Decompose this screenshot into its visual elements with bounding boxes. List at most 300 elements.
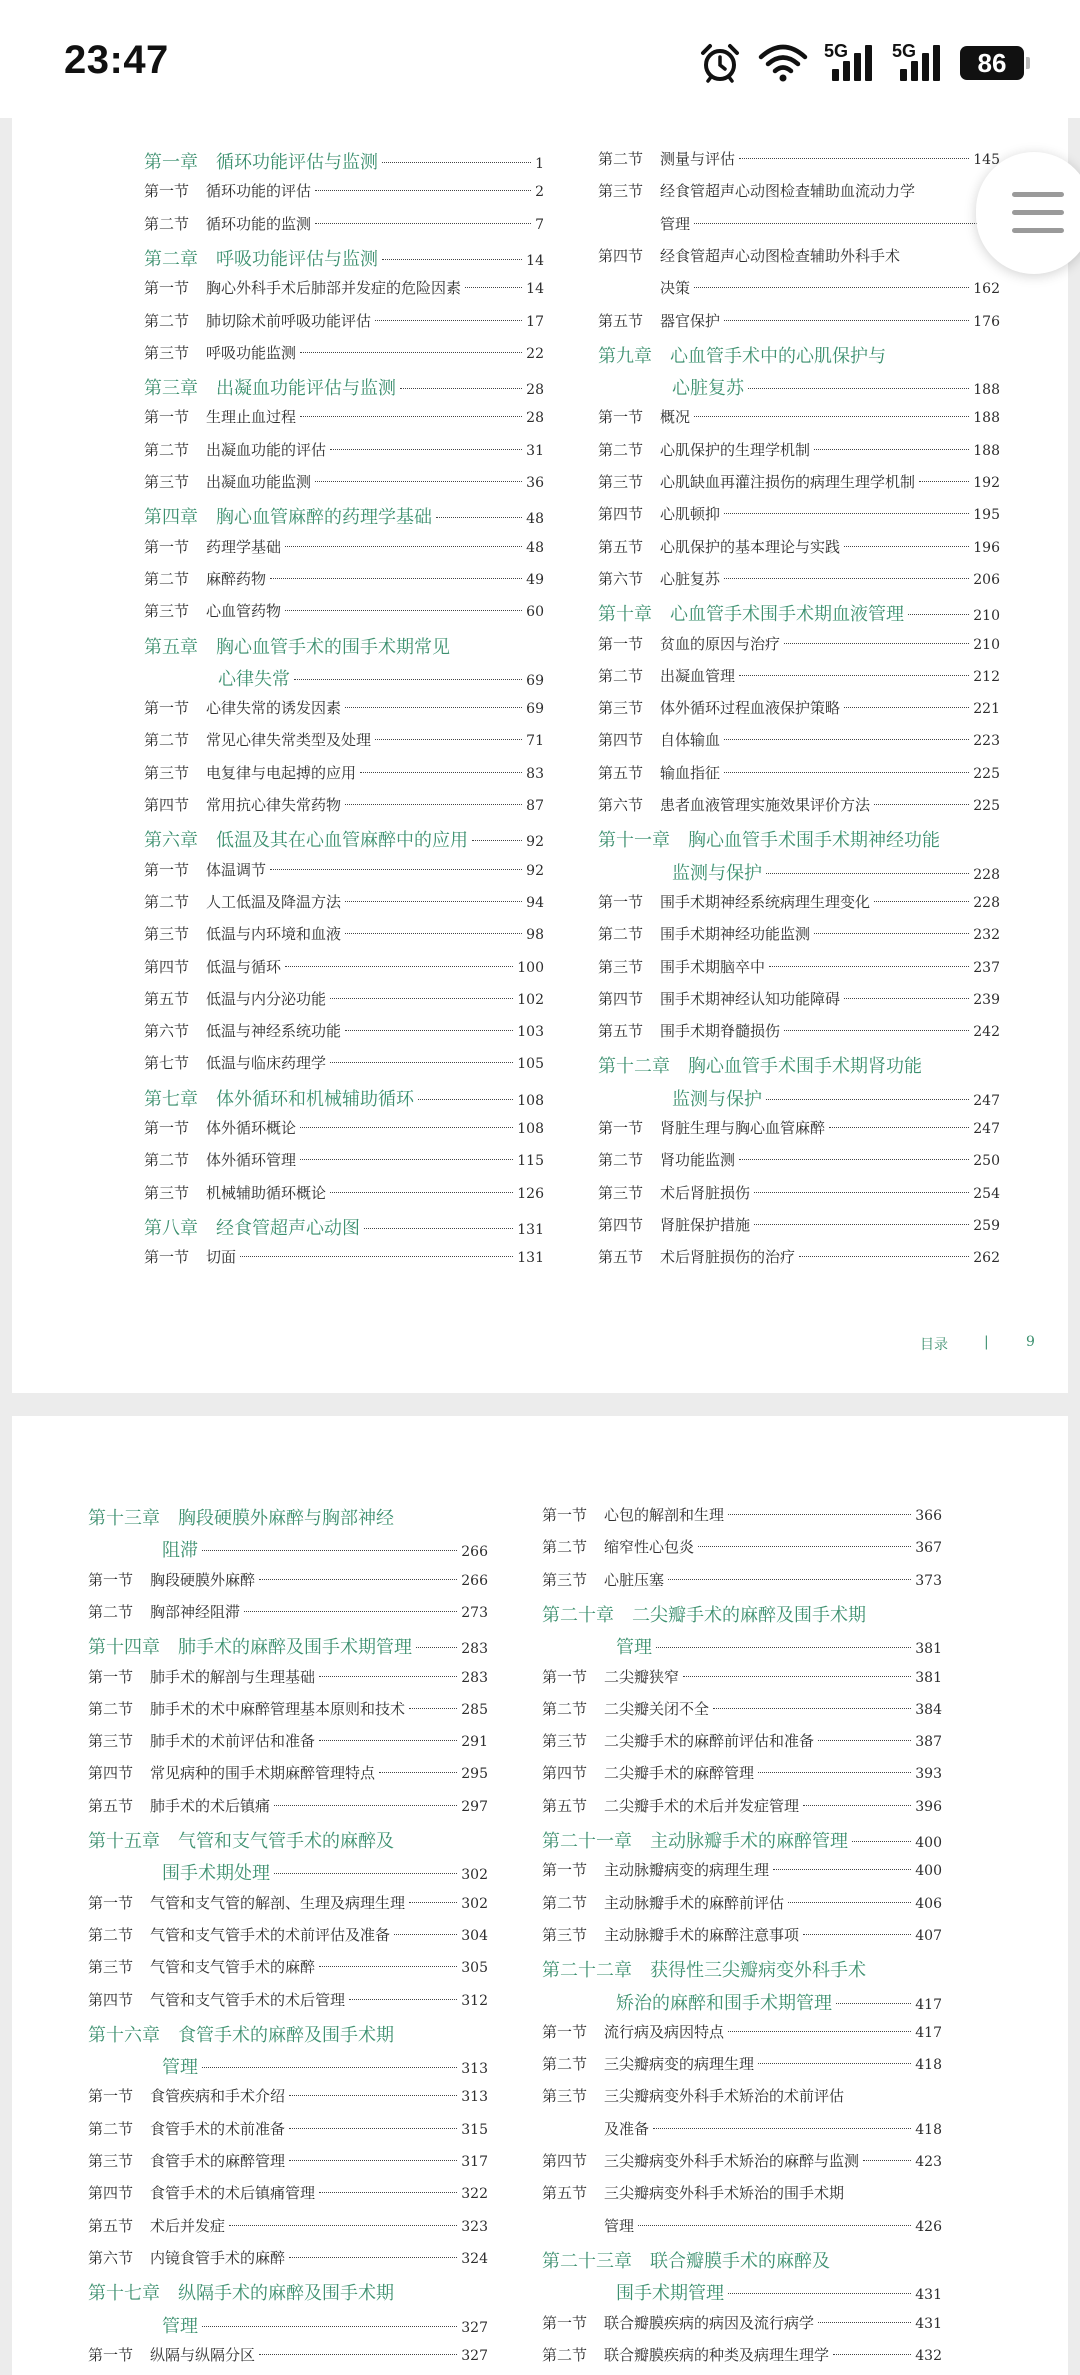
dot-leader — [836, 2003, 911, 2004]
entry-title: 联合瓣膜疾病的种类及病理生理学 — [604, 2345, 830, 2364]
toc-chapter-entry[interactable] — [88, 1827, 488, 1853]
toc-section-entry[interactable] — [598, 471, 1000, 492]
entry-title: 低温与循环 — [206, 957, 282, 976]
entry-page-number: 239 — [973, 991, 1000, 1008]
entry-title: 心血管药物 — [206, 602, 282, 621]
toc-section-entry[interactable] — [598, 665, 1000, 686]
dot-leader — [285, 966, 513, 967]
entry-label: 第二节 — [542, 2345, 588, 2364]
entry-title: 体外循环概论 — [206, 1119, 297, 1137]
toc-section-entry[interactable] — [144, 859, 544, 880]
toc-section-entry[interactable] — [144, 1246, 544, 1267]
toc-section-entry[interactable] — [144, 568, 544, 589]
dot-leader — [852, 1841, 911, 1842]
entry-page-number: 327 — [461, 2319, 488, 2336]
entry-title: 三尖瓣病变外科手术矫治的麻醉与监测 — [604, 2152, 860, 2170]
toc-section-entry[interactable] — [542, 2312, 942, 2333]
dot-leader — [202, 2067, 457, 2068]
toc-section-entry[interactable] — [598, 697, 1000, 718]
entry-label: 第三章 — [144, 378, 198, 400]
toc-page-2 — [12, 1416, 1068, 2375]
entry-label: 第一节 — [598, 892, 644, 911]
entry-label: 第二节 — [144, 731, 190, 750]
dot-leader — [724, 772, 969, 773]
toc-section-entry[interactable] — [88, 2150, 488, 2171]
entry-label: 第一节 — [144, 860, 190, 879]
dot-leader — [259, 1579, 457, 1580]
entry-page-number: 162 — [973, 281, 1000, 298]
toc-chapter-entry[interactable] — [88, 1536, 488, 1562]
entry-page-number: 102 — [517, 991, 544, 1008]
toc-chapter-entry[interactable] — [542, 1633, 942, 1659]
toc-section-entry[interactable] — [598, 180, 1000, 201]
dot-leader — [409, 1708, 457, 1709]
toc-chapter-entry[interactable] — [542, 1989, 942, 2015]
dot-leader — [803, 1805, 911, 1806]
toc-section-entry[interactable] — [88, 2085, 488, 2106]
entry-title: 二尖瓣手术的麻醉及围手术期 — [632, 1604, 866, 1626]
entry-label: 第五节 — [598, 763, 644, 782]
entry-page-number: 407 — [915, 1927, 942, 1944]
entry-page-number: 108 — [517, 1121, 544, 1137]
toc-section-entry[interactable] — [542, 1795, 942, 1816]
entry-title: 心肌保护的生理学机制 — [660, 440, 811, 459]
entry-title: 二尖瓣狭窄 — [604, 1667, 680, 1686]
entry-title: 术后肾脏损伤的治疗 — [660, 1248, 796, 1267]
entry-title: 常用抗心律失常药物 — [206, 796, 342, 814]
toc-section-entry[interactable] — [144, 536, 544, 557]
entry-title: 输血指征 — [660, 763, 721, 782]
entry-page-number: 266 — [461, 1572, 488, 1589]
dot-leader — [289, 2257, 457, 2258]
entry-label: 第四节 — [88, 2184, 134, 2203]
dot-leader — [656, 1647, 911, 1648]
toc-section-entry[interactable] — [542, 1859, 942, 1880]
toc-chapter-entry[interactable] — [88, 2021, 488, 2047]
toc-chapter-entry[interactable] — [598, 1052, 1000, 1078]
entry-label: 第六节 — [598, 796, 644, 814]
entry-title: 三尖瓣病变外科手术矫治的围手术期 — [604, 2184, 845, 2203]
entry-title: 出凝血功能的评估 — [206, 440, 327, 459]
toc-section-entry[interactable] — [598, 245, 1000, 266]
entry-title: 主动脉瓣手术的麻醉管理 — [650, 1831, 848, 1852]
toc-section-entry[interactable] — [144, 1020, 544, 1041]
dot-leader — [330, 998, 513, 999]
entry-label: 第一节 — [88, 1570, 134, 1589]
toc-section-entry[interactable] — [144, 342, 544, 363]
entry-title: 胸部神经阻滞 — [150, 1602, 241, 1621]
toc-section-entry[interactable] — [598, 1117, 1000, 1138]
toc-section-entry[interactable] — [88, 1730, 488, 1751]
entry-title: 肺手术的术中麻醉管理基本原则和技术 — [150, 1699, 406, 1718]
entry-page-number: 313 — [461, 2061, 488, 2078]
toc-section-entry[interactable] — [144, 213, 544, 234]
toc-section-entry[interactable] — [598, 729, 1000, 750]
dot-leader — [766, 873, 969, 874]
toc-section-entry[interactable] — [542, 2215, 942, 2236]
entry-title: 体外循环和机械辅助循环 — [216, 1088, 414, 1110]
entry-page-number: 87 — [526, 798, 544, 814]
entry-label: 第一节 — [144, 1248, 190, 1267]
entry-label: 第三节 — [144, 602, 190, 621]
toc-chapter-entry[interactable] — [542, 2247, 942, 2273]
entry-title: 常见心律失常类型及处理 — [206, 731, 372, 750]
toc-chapter-entry[interactable] — [542, 1601, 942, 1627]
entry-label: 第五节 — [88, 2216, 134, 2235]
entry-title: 及准备 — [604, 2119, 650, 2138]
toc-section-entry[interactable] — [144, 439, 544, 460]
alarm-icon — [698, 41, 742, 85]
entry-title: 纵隔与纵隔分区 — [150, 2345, 256, 2364]
entry-title: 低温与内分泌功能 — [206, 989, 327, 1008]
entry-title: 经食管超声心动图 — [216, 1217, 360, 1239]
toc-section-entry[interactable] — [88, 1569, 488, 1590]
toc-section-entry[interactable] — [598, 568, 1000, 589]
toc-section-entry[interactable] — [598, 1246, 1000, 1267]
toc-section-entry[interactable] — [88, 2182, 488, 2203]
dot-leader — [874, 901, 969, 902]
toc-chapter-entry[interactable] — [144, 503, 544, 529]
toc-section-entry[interactable] — [144, 277, 544, 298]
toc-section-entry[interactable] — [144, 471, 544, 492]
toc-section-entry[interactable] — [542, 1892, 942, 1913]
entry-page-number: 323 — [461, 2218, 488, 2235]
toc-chapter-entry[interactable] — [542, 2279, 942, 2305]
entry-label: 第二节 — [598, 150, 644, 168]
toc-chapter-entry[interactable] — [88, 1504, 488, 1530]
dot-leader — [844, 998, 969, 999]
entry-page-number: 259 — [973, 1217, 1000, 1234]
toc-chapter-entry[interactable] — [144, 633, 544, 659]
entry-page-number: 69 — [526, 701, 544, 718]
entry-label: 第三节 — [144, 1183, 190, 1202]
dot-leader — [724, 320, 969, 321]
status-icons — [698, 40, 1024, 86]
entry-title: 机械辅助循环概论 — [206, 1183, 327, 1202]
entry-label: 第七节 — [144, 1054, 190, 1073]
entry-title: 心脏复苏 — [672, 378, 744, 400]
toc-section-entry[interactable] — [88, 2215, 488, 2236]
entry-page-number: 250 — [973, 1153, 1000, 1170]
entry-title: 肺切除术前呼吸功能评估 — [206, 311, 372, 330]
entry-label: 第五节 — [144, 989, 190, 1008]
dot-leader — [416, 1647, 457, 1648]
toc-section-entry[interactable] — [542, 1698, 942, 1719]
entry-title: 管理 — [162, 2057, 198, 2079]
entry-page-number: 400 — [915, 1835, 942, 1851]
dot-leader — [315, 190, 531, 191]
toc-section-entry[interactable] — [598, 988, 1000, 1009]
status-bar — [0, 0, 1080, 118]
toc-section-entry[interactable] — [598, 406, 1000, 427]
entry-label: 第十六章 — [88, 2024, 160, 2046]
dot-leader — [694, 287, 969, 288]
dot-leader — [345, 901, 522, 902]
entry-title: 肾脏生理与胸心血管麻醉 — [660, 1119, 826, 1137]
toc-section-entry[interactable] — [542, 1762, 942, 1783]
dot-leader — [465, 287, 522, 288]
toc-section-entry[interactable] — [144, 1117, 544, 1138]
entry-page-number: 28 — [526, 382, 544, 399]
dot-leader — [379, 1772, 457, 1773]
entry-label: 第二节 — [144, 311, 190, 330]
dot-leader — [814, 933, 969, 934]
entry-label: 第二节 — [144, 892, 190, 911]
entry-page-number: 108 — [517, 1092, 544, 1109]
entry-page-number: 1 — [535, 156, 544, 172]
entry-title: 气管和支气管手术的术后管理 — [150, 1990, 346, 2009]
toc-section-entry[interactable] — [144, 729, 544, 750]
page-footer-separator: | — [984, 1334, 989, 1350]
entry-label: 第二节 — [598, 925, 644, 944]
toc-section-entry[interactable] — [144, 988, 544, 1009]
entry-page-number: 384 — [915, 1701, 942, 1718]
toc-section-entry[interactable] — [144, 697, 544, 718]
toc-section-entry[interactable] — [144, 600, 544, 621]
toc-section-entry[interactable] — [598, 503, 1000, 524]
toc-section-entry[interactable] — [144, 923, 544, 944]
dot-leader — [724, 513, 969, 514]
toc-section-entry[interactable] — [144, 310, 544, 331]
entry-title: 麻醉药物 — [206, 569, 267, 588]
entry-label: 第二节 — [542, 1538, 588, 1557]
toc-section-entry[interactable] — [598, 923, 1000, 944]
entry-title: 心血管手术中的心肌保护与 — [670, 345, 886, 367]
status-time: 23:47 — [64, 38, 169, 82]
toc-section-entry[interactable] — [144, 891, 544, 912]
dot-leader — [319, 1966, 457, 1967]
entry-page-number: 366 — [915, 1508, 942, 1524]
entry-label: 第二节 — [598, 440, 644, 459]
toc-section-entry[interactable] — [598, 1149, 1000, 1170]
entry-page-number: 431 — [915, 2287, 942, 2304]
entry-title: 气管和支气管的解剖、生理及病理生理 — [150, 1893, 406, 1912]
toc-chapter-entry[interactable] — [88, 2279, 488, 2305]
entry-label: 第一节 — [144, 182, 190, 201]
entry-title: 肺手术的术前评估和准备 — [150, 1732, 316, 1751]
entry-label: 第一节 — [144, 537, 190, 556]
toc-section-entry[interactable] — [542, 2021, 942, 2042]
entry-title: 电复律与电起搏的应用 — [206, 763, 357, 782]
entry-label: 第二章 — [144, 248, 198, 270]
toc-section-entry[interactable] — [88, 1892, 488, 1913]
entry-title: 出凝血功能监测 — [206, 473, 312, 491]
toc-section-entry[interactable] — [88, 1989, 488, 2010]
dot-leader — [270, 578, 522, 579]
entry-page-number: 242 — [973, 1024, 1000, 1041]
toc-section-entry[interactable] — [144, 1149, 544, 1170]
entry-title: 出凝血管理 — [660, 666, 736, 685]
floating-menu-button[interactable] — [976, 152, 1080, 274]
entry-page-number: 247 — [973, 1121, 1000, 1137]
toc-chapter-entry[interactable] — [598, 1085, 1000, 1111]
entry-page-number: 188 — [973, 410, 1000, 427]
toc-section-entry[interactable] — [144, 406, 544, 427]
entry-page-number: 212 — [973, 668, 1000, 685]
toc-section-entry[interactable] — [542, 2182, 942, 2203]
entry-label: 第二节 — [88, 1602, 134, 1621]
entry-page-number: 312 — [461, 1992, 488, 2009]
entry-page-number: 2 — [535, 184, 544, 201]
toc-section-entry[interactable] — [88, 1956, 488, 1977]
entry-title: 胸段硬膜外麻醉 — [150, 1570, 256, 1589]
entry-page-number: 131 — [517, 1250, 544, 1267]
dot-leader — [364, 1228, 513, 1229]
toc-section-entry[interactable] — [598, 891, 1000, 912]
entry-label: 第一节 — [598, 1119, 644, 1137]
entry-title: 二尖瓣手术的麻醉前评估和准备 — [604, 1732, 815, 1751]
entry-label: 第五章 — [144, 636, 198, 658]
toc-section-entry[interactable] — [88, 1762, 488, 1783]
dot-leader — [773, 1869, 911, 1870]
toc-section-entry[interactable] — [598, 439, 1000, 460]
toc-section-entry[interactable] — [598, 277, 1000, 298]
toc-section-entry[interactable] — [88, 1601, 488, 1622]
dot-leader — [724, 739, 969, 740]
entry-label: 第七章 — [144, 1088, 198, 1110]
toc-section-entry[interactable] — [88, 2344, 488, 2365]
dot-leader — [436, 517, 522, 518]
entry-label: 第二节 — [88, 1699, 134, 1718]
toc-chapter-entry[interactable] — [598, 374, 1000, 400]
entry-title: 矫治的麻醉和围手术期管理 — [616, 1992, 832, 2014]
toc-section-entry[interactable] — [542, 2150, 942, 2171]
toc-section-entry[interactable] — [88, 1666, 488, 1687]
toc-chapter-entry[interactable] — [144, 1085, 544, 1111]
entry-page-number: 322 — [461, 2186, 488, 2203]
entry-page-number: 225 — [973, 798, 1000, 814]
toc-chapter-entry[interactable] — [88, 2312, 488, 2338]
toc-section-entry[interactable] — [598, 148, 1000, 169]
toc-section-entry[interactable] — [88, 1924, 488, 1945]
toc-section-entry[interactable] — [144, 794, 544, 815]
entry-page-number: 17 — [526, 313, 544, 330]
dot-leader — [874, 804, 969, 805]
toc-section-entry[interactable] — [542, 2118, 942, 2139]
toc-chapter-entry[interactable] — [598, 826, 1000, 852]
toc-section-entry[interactable] — [598, 794, 1000, 815]
toc-section-entry[interactable] — [88, 1795, 488, 1816]
entry-page-number: 324 — [461, 2250, 488, 2267]
dot-leader — [229, 2225, 457, 2226]
dot-leader — [818, 1740, 911, 1741]
toc-section-entry[interactable] — [598, 213, 1000, 234]
toc-section-entry[interactable] — [542, 1924, 942, 1945]
toc-chapter-entry[interactable] — [144, 148, 544, 174]
toc-section-entry[interactable] — [598, 1020, 1000, 1041]
entry-title: 体外循环过程血液保护策略 — [660, 699, 841, 718]
toc-section-entry[interactable] — [144, 956, 544, 977]
entry-title: 围手术期脑卒中 — [660, 957, 766, 976]
toc-section-entry[interactable] — [598, 1182, 1000, 1203]
entry-label: 第一节 — [598, 408, 644, 427]
toc-section-entry[interactable] — [598, 1214, 1000, 1235]
entry-title: 心血管手术围手术期血液管理 — [670, 604, 904, 626]
toc-chapter-entry[interactable] — [144, 1214, 544, 1240]
entry-label: 第二节 — [598, 1151, 644, 1170]
toc-section-entry[interactable] — [598, 310, 1000, 331]
dot-leader — [814, 449, 969, 450]
entry-label: 第三节 — [598, 473, 644, 491]
dot-leader — [330, 1062, 513, 1063]
toc-section-entry[interactable] — [542, 2085, 942, 2106]
toc-chapter-entry[interactable] — [144, 374, 544, 400]
toc-chapter-entry[interactable] — [598, 859, 1000, 885]
toc-chapter-entry[interactable] — [144, 665, 544, 691]
toc-chapter-entry[interactable] — [88, 2053, 488, 2079]
signal-icon — [824, 41, 876, 85]
entry-page-number: 295 — [461, 1766, 488, 1783]
toc-section-entry[interactable] — [542, 1730, 942, 1751]
toc-section-entry[interactable] — [542, 1504, 942, 1525]
entry-label: 第三节 — [144, 473, 190, 491]
toc-section-entry[interactable] — [598, 762, 1000, 783]
entry-label: 第一节 — [144, 408, 190, 427]
toc-chapter-entry[interactable] — [88, 1859, 488, 1885]
toc-chapter-entry[interactable] — [598, 342, 1000, 368]
entry-label: 第二节 — [144, 214, 190, 233]
signal-icon — [892, 41, 944, 85]
toc-chapter-entry[interactable] — [598, 600, 1000, 626]
toc-section-entry[interactable] — [144, 1052, 544, 1073]
network-type-label: 5G — [892, 41, 917, 61]
toc-section-entry[interactable] — [542, 2053, 942, 2074]
toc-section-entry[interactable] — [542, 1666, 942, 1687]
toc-section-entry[interactable] — [144, 1182, 544, 1203]
wifi-icon — [758, 43, 808, 83]
dot-leader — [409, 1902, 457, 1903]
dot-leader — [844, 546, 969, 547]
entry-page-number: 92 — [526, 862, 544, 879]
toc-section-entry[interactable] — [542, 1569, 942, 1590]
entry-label: 第六节 — [144, 1022, 190, 1041]
entry-page-number: 83 — [526, 765, 544, 782]
toc-chapter-entry[interactable] — [542, 1956, 942, 1982]
toc-section-entry[interactable] — [598, 633, 1000, 654]
entry-label: 第四节 — [598, 246, 644, 265]
toc-chapter-entry[interactable] — [144, 245, 544, 271]
dot-leader — [739, 158, 969, 159]
dot-leader — [319, 1740, 457, 1741]
entry-title: 心律失常 — [218, 668, 290, 690]
toc-section-entry[interactable] — [88, 1698, 488, 1719]
entry-label: 第三节 — [144, 925, 190, 944]
toc-section-entry[interactable] — [542, 2344, 942, 2365]
toc-section-entry[interactable] — [598, 536, 1000, 557]
entry-title: 围手术期神经系统病理生理变化 — [660, 892, 871, 911]
entry-title: 阻滞 — [162, 1540, 198, 1562]
toc-section-entry[interactable] — [144, 180, 544, 201]
entry-title: 管理 — [604, 2216, 635, 2235]
toc-section-entry[interactable] — [88, 2118, 488, 2139]
page-footer-label: 目录 — [920, 1337, 948, 1353]
entry-label: 第一节 — [542, 1506, 588, 1524]
entry-page-number: 393 — [915, 1766, 942, 1783]
entry-title: 流行病及病因特点 — [604, 2022, 725, 2041]
toc-section-entry[interactable] — [542, 1536, 942, 1557]
toc-chapter-entry[interactable] — [144, 826, 544, 852]
entry-label: 第一节 — [144, 279, 190, 298]
entry-title: 常见病种的围手术期麻醉管理特点 — [150, 1764, 376, 1783]
entry-label: 第四节 — [542, 2152, 588, 2170]
toc-chapter-entry[interactable] — [542, 1827, 942, 1853]
entry-label: 第二十三章 — [542, 2250, 632, 2272]
toc-chapter-entry[interactable] — [88, 1633, 488, 1659]
entry-page-number: 71 — [526, 733, 544, 750]
toc-section-entry[interactable] — [144, 762, 544, 783]
toc-section-entry[interactable] — [598, 956, 1000, 977]
toc-section-entry[interactable] — [88, 2247, 488, 2268]
